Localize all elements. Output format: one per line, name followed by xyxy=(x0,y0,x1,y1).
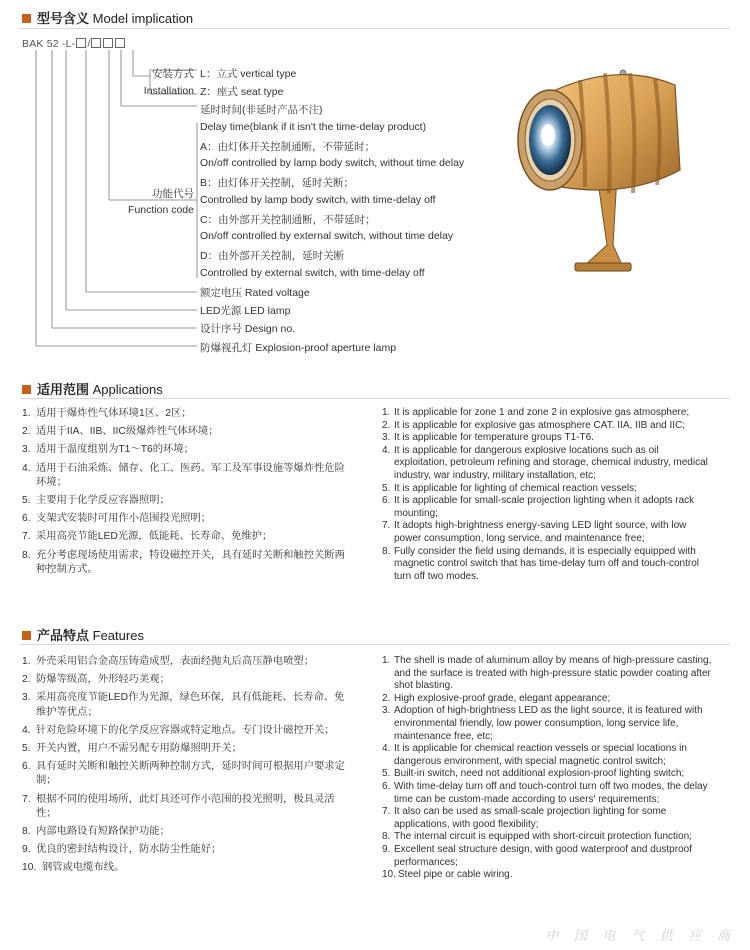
section-marker xyxy=(22,385,31,394)
list-item: 7. 根据不同的使用场所，此灯具还可作小范围的投光照明，极具灵活性； xyxy=(22,793,335,819)
list-item: 10. Steel pipe or cable wiring. xyxy=(382,869,513,881)
function-code-label-en: Function code xyxy=(128,204,194,216)
list-item: 6. 支架式安装时可用作小范围投光照明； xyxy=(22,513,212,525)
model-line: 防爆视孔灯 Explosion-proof aperture lamp xyxy=(200,342,397,354)
list-item: 8. 内部电路设有短路保护功能； xyxy=(22,826,170,838)
list-item: 10. 钢管或电缆布线。 xyxy=(22,862,125,874)
installation-label-en: Installation xyxy=(143,85,194,97)
list-item: 2. 适用于IIA、IIB、IIC级爆炸性气体环境； xyxy=(22,426,219,438)
list-item: 1. 适用于爆炸性气体环境1区、2区； xyxy=(22,408,192,419)
model-code: BAK 52 -L- / xyxy=(22,38,126,50)
list-item: 1. The shell is made of aluminum alloy by means of high-pressure casting, and the surface is treated with high-pressure static powder coating after shot blasting. xyxy=(382,655,712,692)
model-line: 延时时间(非延时产品不注) xyxy=(200,104,323,116)
list-item: 7. It also can be used as small-scale projection lighting for some applications, with good flexibility; xyxy=(382,806,667,830)
model-line: LED光源 LED lamp xyxy=(200,305,291,317)
list-item: 3. Adoption of high-brightness LED as the light source, it is featured with environmental friendly, low power consumption, long service life, maintenance free, etc; xyxy=(382,705,703,742)
list-item: 9. 优良的密封结构设计，防水防尘性能好； xyxy=(22,844,222,856)
model-line: 设计序号 Design no. xyxy=(200,323,296,335)
list-item: 4. 针对危险环境下的化学反应容器或特定地点。专门设计磁控开关； xyxy=(22,724,335,736)
list-item: 6. It is applicable for small-scale projection lighting when it adopts rack mounting; xyxy=(382,495,695,519)
section-title-applications: 适用范围 Applications xyxy=(22,379,163,398)
model-line: B：由灯体开关控制，延时关断； xyxy=(200,177,355,189)
list-item: 3. 适用于温度组别为T1～T6的环境； xyxy=(22,444,194,456)
section-marker xyxy=(22,631,31,640)
list-item: 8. The internal circuit is equipped with short-circuit protection function; xyxy=(382,831,692,843)
model-line: 额定电压 Rated voltage xyxy=(200,287,310,299)
model-line: Controlled by external switch, with time-delay off xyxy=(200,267,425,279)
model-line: D：由外部开关控制，延时关断 xyxy=(200,250,345,262)
features-en-list xyxy=(382,655,712,882)
list-item: 4. It is applicable for dangerous explosive locations such as oil exploitation, petroleum refining and storage, chemical industry, medical industry, war industry, military installation, etc; xyxy=(382,444,708,481)
watermark: 中 国 电 气 供 应 商 xyxy=(545,928,736,943)
list-item: 6. With time-delay turn off and touch-control turn off two modes, the delay time can be custom-made according to users' requirements; xyxy=(382,780,708,805)
list-item: 1. 外壳采用铝合金高压铸造成型，表面经抛丸后高压静电喷塑； xyxy=(22,656,315,667)
list-item: 5. It is applicable for lighting of chemical reaction vessels; xyxy=(382,482,637,494)
installation-label-cn: 安装方式 xyxy=(152,68,194,80)
list-item: 5. Built-in switch, need not additional explosion-proof lighting switch; xyxy=(382,768,685,780)
model-line: Delay time(blank if it isn't the time-delay product) xyxy=(200,121,427,133)
model-line: L：立式 vertical type xyxy=(200,68,297,80)
list-item: 4. 适用于石油采炼、储存、化工、医药、军工及军事设施等爆炸性危险环境； xyxy=(22,462,345,488)
lamp-product-image xyxy=(505,55,705,280)
features-cn-list xyxy=(22,655,352,880)
list-item: 3. It is applicable for temperature groups T1-T6. xyxy=(382,432,594,444)
model-line: Z：座式 seat type xyxy=(200,86,284,98)
section-title-model: 型号含义 Model implication xyxy=(22,8,193,27)
list-item: 2. 防爆等级高，外形轻巧美观； xyxy=(22,674,170,686)
divider xyxy=(20,644,730,645)
model-line: A：由灯体开关控制通断，不带延时； xyxy=(200,141,376,153)
list-item: 7. 采用高亮节能LED光源，低能耗、长寿命、免维护； xyxy=(22,531,273,543)
applications-cn-list xyxy=(22,407,352,581)
model-line: On/off controlled by external switch, without time delay xyxy=(200,230,454,242)
list-item: 8. Fully consider the field using demands, it is especially equipped with magnetic control switch that has time-delay turn off and touch-control turn off two modes. xyxy=(382,545,699,582)
model-line: Controlled by lamp body switch, with time-delay off xyxy=(200,194,436,206)
divider xyxy=(20,398,730,399)
function-code-label-cn: 功能代号 xyxy=(152,188,194,200)
model-line: C：由外部开关控制通断，不带延时； xyxy=(200,214,376,226)
list-item: 1. It is applicable for zone 1 and zone 2 in explosive gas atmosphere; xyxy=(382,407,690,418)
list-item: 2. It is applicable for explosive gas atmosphere CAT. IIA, IIB and IIC; xyxy=(382,419,686,431)
model-line: On/off controlled by lamp body switch, without time delay xyxy=(200,157,465,169)
list-item: 7. It adopts high-brightness energy-saving LED light source, with low power consumption, long service, and maintenance free; xyxy=(382,520,687,544)
list-item: 6. 具有延时关断和触控关断两种控制方式，延时时间可根据用户要求定制； xyxy=(22,761,345,787)
list-item: 9. Excellent seal structure design, with good waterproof and dustproof performances; xyxy=(382,843,692,868)
section-title-features: 产品特点 Features xyxy=(22,625,144,644)
list-item: 2. High explosive-proof grade, elegant appearance; xyxy=(382,692,611,704)
list-item: 3. 采用高亮度节能LED作为光源，绿色环保，具有低能耗、长寿命、免维护等优点； xyxy=(22,692,345,718)
list-item: 8. 充分考虑现场使用需求，特设磁控开关，具有延时关断和触控关断两种控制方式。 xyxy=(22,549,345,575)
list-item: 5. 开关内置，用户不需另配专用防爆照明开关； xyxy=(22,743,242,755)
applications-en-list xyxy=(382,407,712,583)
list-item: 4. It is applicable for chemical reaction vessels or special locations in dangerous environment, with special magnetic control switch; xyxy=(382,743,687,767)
list-item: 5. 主要用于化学反应容器照明； xyxy=(22,495,170,507)
